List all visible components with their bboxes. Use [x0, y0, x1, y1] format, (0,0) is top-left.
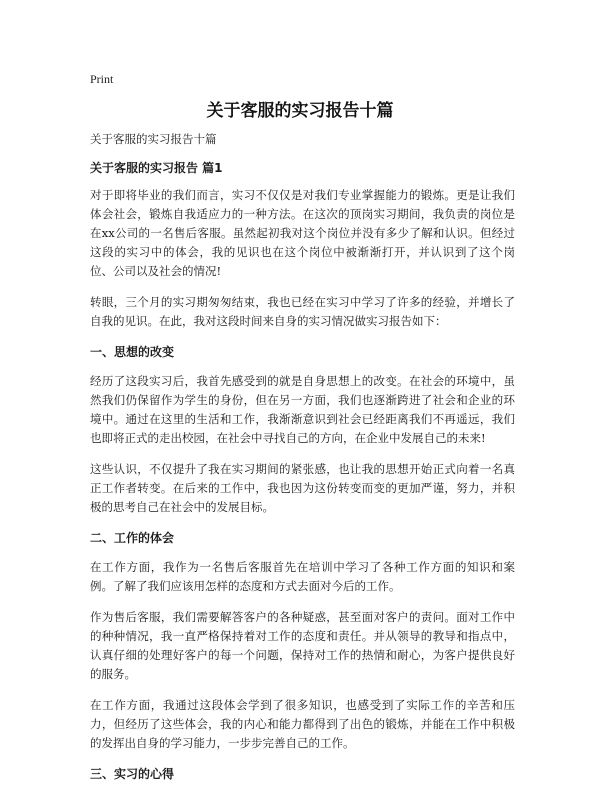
paragraph: 对于即将毕业的我们而言，实习不仅仅是对我们专业掌握能力的锻炼。更是让我们体会社会，锻炼自我适应力的一种方法。在这次的顶岗实习期间，我负责的岗位是在xx公司的一名售后客服。虽然起初我对这个岗位并没有多少了解和认识。但经过这段的实习中的体会，我的见识也在这个岗位中被渐渐打开，并认识到了这个岗位、公司以及社会的情况!	[90, 188, 515, 278]
heading-internship-insights: 三、实习的心得	[90, 767, 175, 781]
document-subtitle: 关于客服的实习报告十篇	[90, 132, 217, 146]
page-title: 关于客服的实习报告十篇	[206, 101, 394, 121]
print-link[interactable]: Print	[90, 72, 114, 86]
paragraph: 经历了这段实习后，我首先感受到的就是自身思想上的改变。在社会的环境中，虽然我们仍保留作为学生的身份，但在另一方面，我们也逐渐跨进了社会和企业的环境中。通过在这里的生活和工作，我渐渐意识到社会已经距离我们不再遥远，我们也即将正式的走出校园，在社会中寻找自己的方向，在企业中发展自己的未来!	[90, 374, 515, 445]
heading-work-experience: 二、工作的体会	[90, 531, 175, 545]
paragraph: 作为售后客服，我们需要解答客户的各种疑惑，甚至面对客户的责问。面对工作中的种种情况，我一直严格保持着对工作的态度和责任。并从领导的教导和指点中，认真仔细的处理好客户的每一个问题，保持对工作的热情和耐心，为客户提供良好的服务。	[90, 610, 515, 681]
document-body	[90, 130, 515, 794]
paragraph: 在工作方面，我通过这段体会学到了很多知识，也感受到了实际工作的辛苦和压力，但经历了这些体会，我的内心和能力都得到了出色的锻炼，并能在工作中积极的发挥出自身的学习能力，一步步完善自己的工作。	[90, 698, 515, 750]
heading-thinking-change: 一、思想的改变	[90, 345, 175, 359]
section-title: 关于客服的实习报告 篇1	[90, 161, 223, 175]
paragraph: 在工作方面，我作为一名售后客服首先在培训中学习了各种工作方面的知识和案例。了解了我们应该用怎样的态度和方式去面对今后的工作。	[90, 560, 515, 593]
paragraph: 这些认识，不仅提升了我在实习期间的紧张感，也让我的思想开始正式向着一名真正工作者转变。在后来的工作中，我也因为这份转变而变的更加严谨，努力，并积极的思考自己在社会中的发展目标。	[90, 462, 515, 514]
paragraph: 转眼，三个月的实习期匆匆结束，我也已经在实习中学习了许多的经验，并增长了自我的见识。在此，我对这段时间来自身的实习情况做实习报告如下：	[90, 295, 515, 328]
